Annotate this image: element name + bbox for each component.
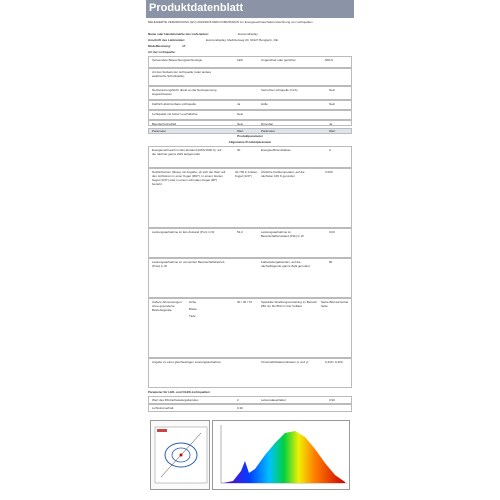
chromaticity-diagram-image	[150, 420, 210, 490]
datasheet-page	[146, 0, 354, 500]
model-label: Modellkennung:	[148, 44, 171, 48]
section-general: Allgemeine Produktparameter	[228, 140, 272, 144]
table-row: Leistungsaufnahme im Ein-Zustand (Pon) in W 52,2 Leistungsaufnahme im Bereitschaftszustand (Psb) in W 0,00	[148, 228, 352, 258]
section-type: Art der Lichtquelle:	[148, 50, 176, 54]
regulation-text: DELEGIERTE VERORDNUNG (EU) 2019/2015 DER KOMMISSION zur Energieverbrauchskennzeichnung von Lichtquellen	[148, 20, 313, 24]
table-row: Nutzlichtstrom (Φuse) mit Angabe, ob sich der Wert auf den Lichtstrom in einer Kugel (360°), in einem breiten Kegel (120°) oder in einem schmalen Kegel (90°) bezieht 30 700 in breiten Kugel (120°) Ähnliche Farbtemperatur, auf die nächsten 100 K gerundet 3 000	[148, 168, 352, 228]
spectral-distribution-graphic	[213, 421, 351, 491]
supplier-label: Name oder Handelsmarke des Lieferanten:	[148, 32, 209, 36]
table-row: Farblich abstimmbare Lichtquelle Ja Hülle Nein	[148, 100, 352, 110]
address-value: Eurotondisplay, Meditzerweg 20, 90127 Benglerin, DE	[206, 38, 278, 42]
table-header: Parameter Wert Parameter Wert	[148, 128, 352, 134]
table-row: Angabe zu einer gleichwertigen Leistungsaufnahme Chromatizitätskoordinaten (x und y) 0,430 / 0,400	[148, 358, 352, 388]
table-row: Lichtquelle mit hoher Leuchtdichte Nein	[148, 110, 352, 120]
page-title: Produktdatenblatt	[149, 2, 244, 14]
model-value: 28	[182, 44, 186, 48]
table-row: Wert des R9-Farbwiedergabeindex 2 Lebensdauerfaktor 0,90	[148, 396, 352, 404]
table-row: Art des Sockels der Lichtquelle (oder andere elektrische Schnittstelle)	[148, 68, 352, 86]
table-row: Netzspannung/Nicht direkt an die Netzspannung angeschlossen Vernetzte Lichtquelle (CLS) Nein	[148, 86, 352, 100]
table-row: Blendschutzschild Nein Dimmbar Ja	[148, 120, 352, 126]
table-row: Lichtstromerhalt 0,30	[148, 404, 352, 412]
chromaticity-diagram-graphic	[151, 421, 211, 491]
section-product: Produktparameter	[237, 134, 263, 138]
table-row: Leistungsaufnahme im vernetzten Bereitschaftsbetrieb (Pnet) in W Farbwiedergabeindex, auf die nächstfolgende ganze Zahl gerundet 80	[148, 258, 352, 298]
table-row: Verwendete Beleuchtungstechnologie LED Ungerichtet oder gerichtet NDLS	[148, 56, 352, 68]
spectrum-image	[212, 420, 350, 490]
title-bar	[146, 0, 354, 18]
table-row: Äußere Abmessungen ohne gesonderte Betriebsgeräte Höhe Breite Tiefe 30 / 30 / 70 Spektrale Strahlungsverteilung im Bereich 250 nm bis 800 nm bei Volllast Siehe Bild auf letzter Seite	[148, 298, 352, 358]
table-row: Energieverbrauch im Ein-Zustand (kWh/1000 h), auf die nächste ganze Zahl aufgerundet 30 Energieeffizienzklasse A	[148, 146, 352, 168]
section-led: Parameter für LED- und OLED-Lichtquellen:	[148, 390, 211, 394]
address-label: Anschrift des Lieferanten:	[148, 38, 186, 42]
supplier-value: Eurotondisplay	[238, 32, 258, 36]
